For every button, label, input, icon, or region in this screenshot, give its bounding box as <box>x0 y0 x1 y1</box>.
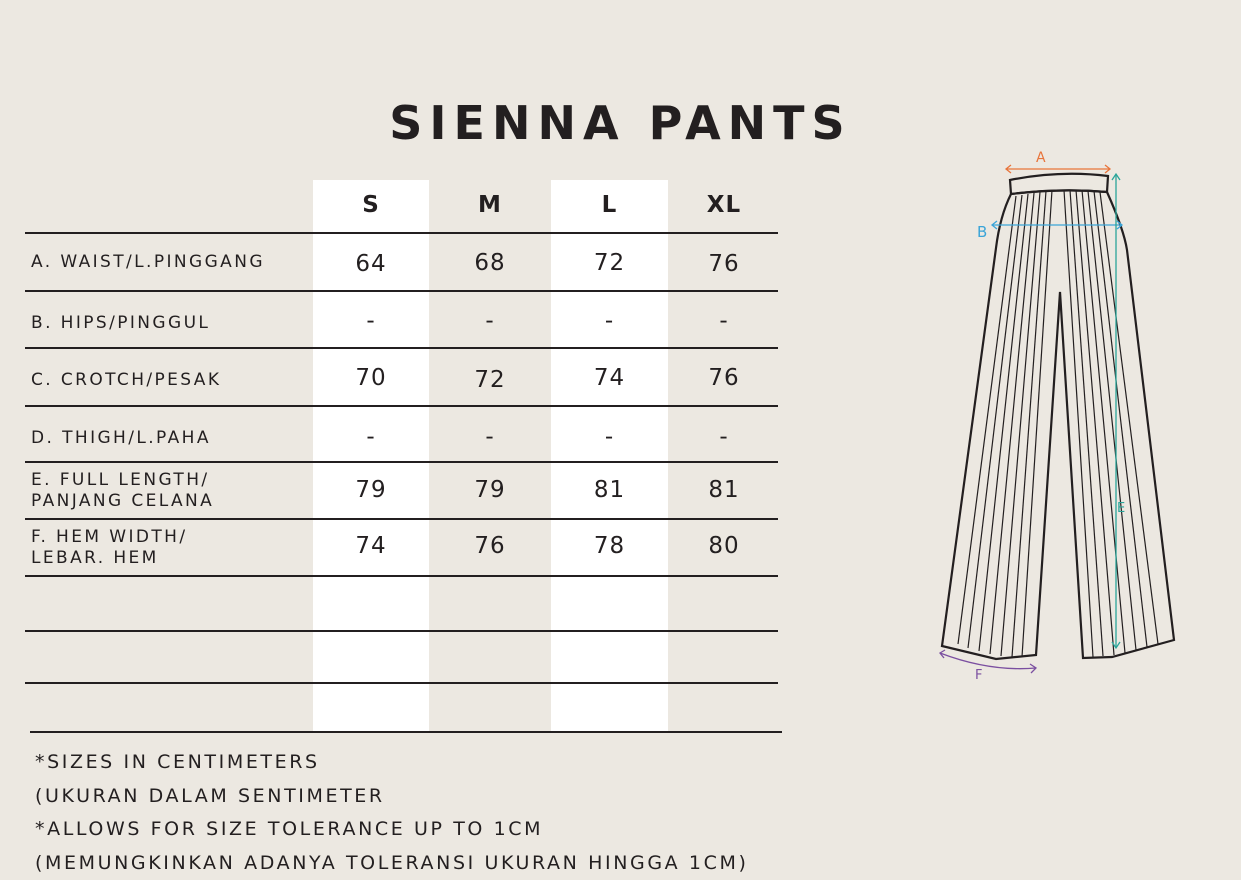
cell-hips-m: - <box>431 292 549 350</box>
pants-measurement-diagram <box>930 140 1190 690</box>
column-header-xl: XL <box>670 190 778 220</box>
measure-label-e: E <box>1117 501 1125 516</box>
measure-label-a: A <box>1036 150 1046 166</box>
measure-label-f: F <box>975 668 982 683</box>
cell-hem-xl: 80 <box>670 520 778 572</box>
row-label-waist: A. WAIST/L.PINGGANG <box>31 234 309 290</box>
cell-hips-l: - <box>551 292 668 350</box>
cell-thigh-l: - <box>551 407 668 467</box>
cell-length-l: 81 <box>551 463 668 517</box>
measure-arrow-e <box>1112 174 1120 648</box>
table-divider <box>30 731 782 733</box>
cell-thigh-xl: - <box>670 407 778 467</box>
cell-waist-l: 72 <box>551 234 668 292</box>
note-line: (UKURAN DALAM SENTIMETER <box>35 780 748 814</box>
cell-hem-l: 78 <box>551 520 668 572</box>
row-label-line: F. HEM WIDTH/ <box>31 527 187 548</box>
table-divider <box>25 682 778 684</box>
row-label-line: E. FULL LENGTH/ <box>31 470 210 491</box>
row-label-thigh: D. THIGH/L.PAHA <box>31 407 309 469</box>
cell-thigh-m: - <box>431 407 549 467</box>
row-label-crotch: C. CROTCH/PESAK <box>31 349 309 411</box>
table-divider <box>25 575 778 577</box>
cell-hips-xl: - <box>670 292 778 350</box>
cell-length-s: 79 <box>313 463 429 517</box>
page-title: SIENNA PANTS <box>0 96 1241 150</box>
note-line: *SIZES IN CENTIMETERS <box>35 746 748 780</box>
cell-waist-s: 64 <box>313 234 429 294</box>
note-line: *ALLOWS FOR SIZE TOLERANCE UP TO 1CM <box>35 813 748 847</box>
cell-hips-s: - <box>313 292 429 350</box>
cell-thigh-s: - <box>313 407 429 467</box>
row-label-hips: B. HIPS/PINGGUL <box>31 292 309 354</box>
size-notes <box>35 746 748 880</box>
measure-arrow-a <box>1006 165 1110 173</box>
pants-outline <box>942 174 1174 659</box>
cell-waist-m: 68 <box>431 234 549 292</box>
measure-label-b: B <box>977 223 987 241</box>
row-label-line: LEBAR. HEM <box>31 548 159 569</box>
cell-waist-xl: 76 <box>670 234 778 294</box>
cell-length-m: 79 <box>431 463 549 517</box>
row-label-full-length <box>31 463 309 518</box>
cell-crotch-m: 72 <box>431 349 549 411</box>
measure-arrow-f <box>940 650 1036 673</box>
row-label-hem-width <box>31 520 309 575</box>
note-line: (MEMUNGKINKAN ADANYA TOLERANSI UKURAN HINGGA 1CM) <box>35 847 748 880</box>
cell-crotch-s: 70 <box>313 349 429 407</box>
column-header-m: M <box>431 190 549 220</box>
cell-crotch-l: 74 <box>551 349 668 407</box>
cell-length-xl: 81 <box>670 463 778 517</box>
row-label-line: PANJANG CELANA <box>31 491 214 512</box>
column-header-s: S <box>313 190 429 220</box>
table-divider <box>25 630 778 632</box>
column-header-l: L <box>551 190 668 220</box>
cell-hem-m: 76 <box>431 520 549 572</box>
cell-crotch-xl: 76 <box>670 349 778 407</box>
cell-hem-s: 74 <box>313 520 429 572</box>
